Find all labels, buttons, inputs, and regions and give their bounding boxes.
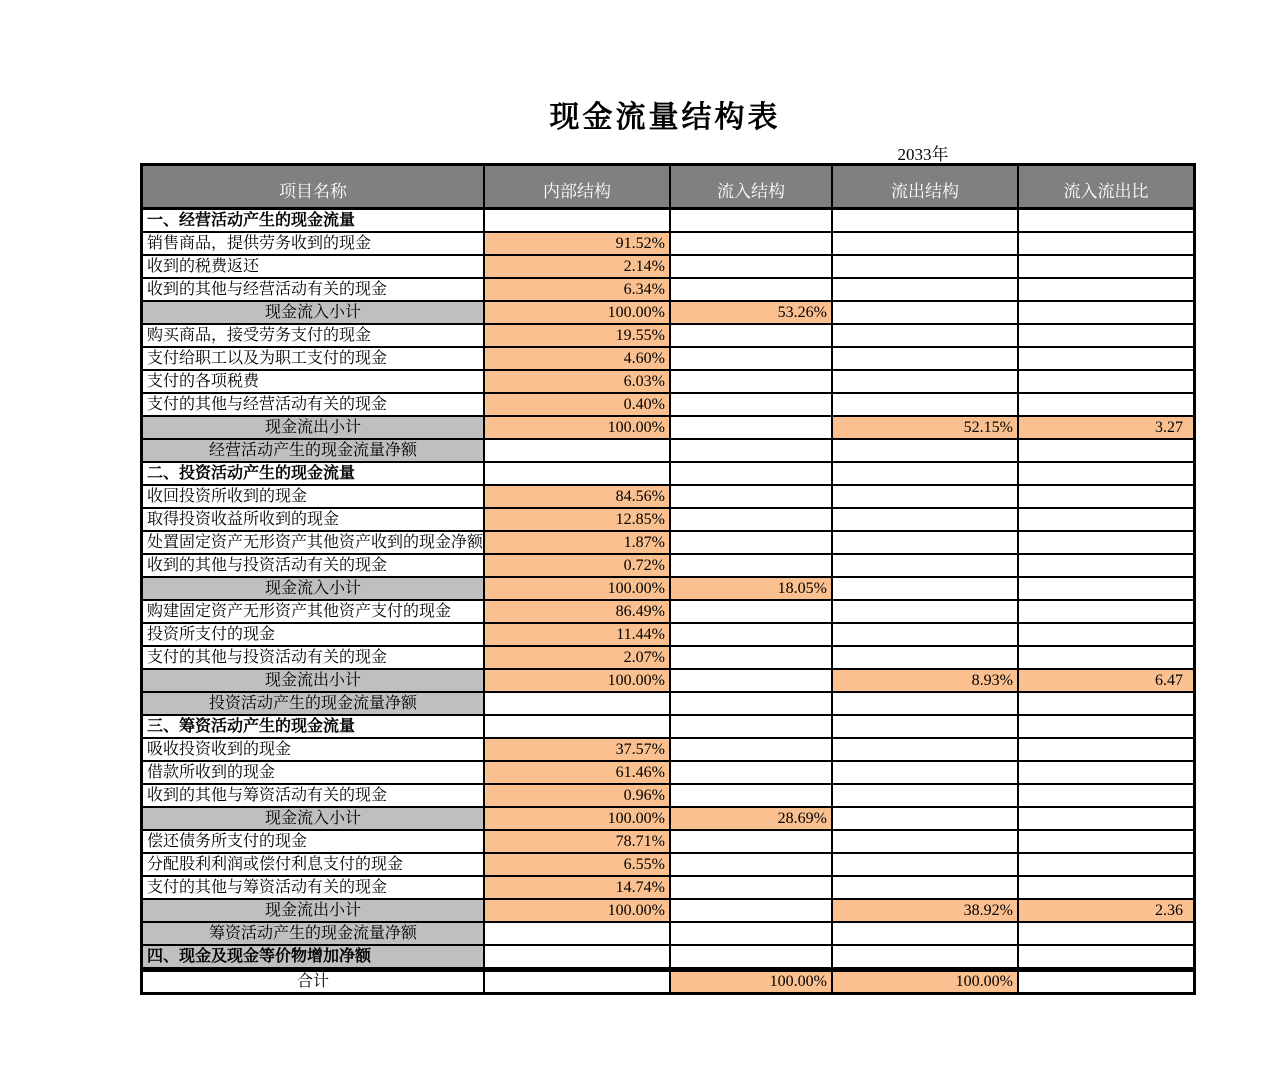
- inflow-structure-cell: [671, 394, 833, 415]
- inflow-structure-cell: [671, 877, 833, 898]
- internal-structure-cell: 91.52%: [485, 233, 671, 254]
- item-label-cell: 收到的其他与经营活动有关的现金: [143, 279, 485, 300]
- outflow-structure-cell: [833, 808, 1019, 829]
- inflow-structure-cell: [671, 348, 833, 369]
- outflow-structure-cell: [833, 785, 1019, 806]
- outflow-structure-cell: [833, 394, 1019, 415]
- outflow-structure-cell: [833, 854, 1019, 875]
- item-label-cell: 收到的其他与筹资活动有关的现金: [143, 785, 485, 806]
- item-label-cell: 销售商品，提供劳务收到的现金: [143, 233, 485, 254]
- table-row: [143, 417, 1193, 440]
- ratio-cell: [1019, 532, 1193, 553]
- internal-structure-cell: 0.72%: [485, 555, 671, 576]
- ratio-cell: [1019, 302, 1193, 323]
- outflow-structure-cell: [833, 302, 1019, 323]
- internal-structure-cell: 100.00%: [485, 670, 671, 691]
- column-header-outflow: 流出结构: [833, 166, 1019, 207]
- outflow-structure-cell: [833, 256, 1019, 277]
- outflow-structure-cell: 38.92%: [833, 900, 1019, 921]
- outflow-structure-cell: [833, 923, 1019, 944]
- item-label-cell: 支付给职工以及为职工支付的现金: [143, 348, 485, 369]
- column-header-inflow-outflow-ratio: 流入流出比: [1063, 182, 1149, 201]
- outflow-structure-cell: [833, 624, 1019, 645]
- outflow-structure-cell: [833, 509, 1019, 530]
- internal-structure-cell: [485, 693, 671, 714]
- table-row: [143, 578, 1193, 601]
- item-label-cell: 现金流出小计: [143, 417, 485, 438]
- outflow-structure-cell: [833, 601, 1019, 622]
- table-row: [143, 693, 1193, 716]
- inflow-structure-cell: 28.69%: [671, 808, 833, 829]
- outflow-structure-cell: [833, 348, 1019, 369]
- table-row: [143, 969, 1193, 992]
- outflow-structure-cell: [833, 877, 1019, 898]
- outflow-structure-cell: [833, 325, 1019, 346]
- inflow-structure-cell: 18.05%: [671, 578, 833, 599]
- ratio-cell: [1019, 210, 1193, 231]
- item-label-cell: 二、投资活动产生的现金流量: [143, 463, 485, 484]
- internal-structure-cell: 4.60%: [485, 348, 671, 369]
- table-row: [143, 808, 1193, 831]
- table-row: [143, 900, 1193, 923]
- inflow-structure-cell: [671, 854, 833, 875]
- ratio-cell: [1019, 348, 1193, 369]
- inflow-structure-cell: [671, 923, 833, 944]
- item-label-cell: 收到的税费返还: [143, 256, 485, 277]
- ratio-cell: [1019, 923, 1193, 944]
- ratio-cell: [1019, 601, 1193, 622]
- internal-structure-cell: 84.56%: [485, 486, 671, 507]
- internal-structure-cell: 11.44%: [485, 624, 671, 645]
- inflow-structure-cell: [671, 325, 833, 346]
- internal-structure-cell: 14.74%: [485, 877, 671, 898]
- inflow-structure-cell: [671, 509, 833, 530]
- inflow-structure-cell: [671, 440, 833, 461]
- table-header-row: [143, 166, 1193, 210]
- inflow-structure-cell: [671, 279, 833, 300]
- item-label-cell: 吸收投资收到的现金: [143, 739, 485, 760]
- table-row: [143, 739, 1193, 762]
- table-row: [143, 302, 1193, 325]
- table-row: [143, 831, 1193, 854]
- internal-structure-cell: 100.00%: [485, 808, 671, 829]
- outflow-structure-cell: 100.00%: [833, 972, 1019, 992]
- inflow-structure-cell: [671, 831, 833, 852]
- inflow-structure-cell: [671, 762, 833, 783]
- internal-structure-cell: 0.96%: [485, 785, 671, 806]
- internal-structure-cell: 12.85%: [485, 509, 671, 530]
- internal-structure-cell: [485, 923, 671, 944]
- inflow-structure-cell: [671, 785, 833, 806]
- column-header-internal: 内部结构: [485, 166, 671, 207]
- item-label-cell: 支付的其他与经营活动有关的现金: [143, 394, 485, 415]
- table-row: [143, 509, 1193, 532]
- item-label-cell: 四、现金及现金等价物增加净额: [143, 946, 485, 967]
- internal-structure-cell: [485, 440, 671, 461]
- table-row: [143, 279, 1193, 302]
- inflow-structure-cell: [671, 716, 833, 737]
- ratio-cell: [1019, 808, 1193, 829]
- internal-structure-cell: [485, 210, 671, 231]
- table-row: [143, 854, 1193, 877]
- ratio-cell: [1019, 972, 1193, 992]
- outflow-structure-cell: [833, 233, 1019, 254]
- item-label-cell: 投资所支付的现金: [143, 624, 485, 645]
- table-row: [143, 440, 1193, 463]
- table-row: [143, 555, 1193, 578]
- table-row: [143, 394, 1193, 417]
- inflow-structure-cell: [671, 463, 833, 484]
- item-label-cell: 一、经营活动产生的现金流量: [143, 210, 485, 231]
- ratio-cell: [1019, 716, 1193, 737]
- item-label-cell: 现金流入小计: [143, 578, 485, 599]
- table-row: [143, 601, 1193, 624]
- table-row: [143, 785, 1193, 808]
- ratio-cell: [1019, 785, 1193, 806]
- inflow-structure-cell: [671, 601, 833, 622]
- item-label-cell: 收回投资所收到的现金: [143, 486, 485, 507]
- ratio-cell: [1019, 256, 1193, 277]
- internal-structure-cell: 37.57%: [485, 739, 671, 760]
- table-row: [143, 762, 1193, 785]
- outflow-structure-cell: [833, 693, 1019, 714]
- ratio-cell: [1019, 624, 1193, 645]
- internal-structure-cell: 100.00%: [485, 900, 671, 921]
- internal-structure-cell: 6.34%: [485, 279, 671, 300]
- ratio-cell: [1019, 578, 1193, 599]
- table-row: [143, 877, 1193, 900]
- internal-structure-cell: [485, 946, 671, 967]
- table-row: [143, 923, 1193, 946]
- ratio-cell: 3.27: [1019, 417, 1193, 438]
- item-label-cell: 偿还债务所支付的现金: [143, 831, 485, 852]
- inflow-structure-cell: [671, 371, 833, 392]
- internal-structure-cell: 19.55%: [485, 325, 671, 346]
- table-row: [143, 371, 1193, 394]
- internal-structure-cell: 100.00%: [485, 417, 671, 438]
- ratio-cell: [1019, 371, 1193, 392]
- column-header-inflow: 流入结构: [671, 166, 833, 207]
- ratio-cell: [1019, 463, 1193, 484]
- table-row: [143, 946, 1193, 969]
- outflow-structure-cell: [833, 831, 1019, 852]
- inflow-structure-cell: [671, 946, 833, 967]
- table-row: [143, 486, 1193, 509]
- inflow-structure-cell: [671, 486, 833, 507]
- item-label-cell: 现金流入小计: [143, 808, 485, 829]
- cash-flow-structure-table: [140, 163, 1196, 995]
- ratio-cell: [1019, 854, 1193, 875]
- table-row: [143, 233, 1193, 256]
- table-row: [143, 463, 1193, 486]
- ratio-cell: [1019, 831, 1193, 852]
- item-label-cell: 处置固定资产无形资产其他资产收到的现金净额: [143, 532, 485, 553]
- outflow-structure-cell: [833, 486, 1019, 507]
- inflow-structure-cell: [671, 624, 833, 645]
- outflow-structure-cell: 8.93%: [833, 670, 1019, 691]
- internal-structure-cell: [485, 463, 671, 484]
- table-row: [143, 532, 1193, 555]
- year-label: 2033年: [897, 145, 949, 164]
- item-label-cell: 三、筹资活动产生的现金流量: [143, 716, 485, 737]
- item-label-cell: 筹资活动产生的现金流量净额: [143, 923, 485, 944]
- ratio-cell: [1019, 279, 1193, 300]
- outflow-structure-cell: 52.15%: [833, 417, 1019, 438]
- inflow-structure-cell: [671, 647, 833, 668]
- outflow-structure-cell: [833, 555, 1019, 576]
- ratio-cell: 2.36: [1019, 900, 1193, 921]
- outflow-structure-cell: [833, 532, 1019, 553]
- outflow-structure-cell: [833, 578, 1019, 599]
- internal-structure-cell: [485, 972, 671, 992]
- item-label-cell: 分配股利利润或偿付利息支付的现金: [143, 854, 485, 875]
- item-label-cell: 现金流出小计: [143, 900, 485, 921]
- internal-structure-cell: 2.07%: [485, 647, 671, 668]
- internal-structure-cell: 1.87%: [485, 532, 671, 553]
- table-row: [143, 670, 1193, 693]
- item-label-cell: 合计: [143, 972, 485, 992]
- outflow-structure-cell: [833, 739, 1019, 760]
- outflow-structure-cell: [833, 371, 1019, 392]
- ratio-cell: [1019, 693, 1193, 714]
- ratio-cell: [1019, 509, 1193, 530]
- item-label-cell: 经营活动产生的现金流量净额: [143, 440, 485, 461]
- table-row: [143, 210, 1193, 233]
- table-body: [143, 210, 1193, 992]
- inflow-structure-cell: [671, 739, 833, 760]
- inflow-structure-cell: [671, 256, 833, 277]
- outflow-structure-cell: [833, 210, 1019, 231]
- inflow-structure-cell: [671, 670, 833, 691]
- outflow-structure-cell: [833, 716, 1019, 737]
- ratio-cell: [1019, 394, 1193, 415]
- inflow-structure-cell: 53.26%: [671, 302, 833, 323]
- inflow-structure-cell: [671, 555, 833, 576]
- internal-structure-cell: 61.46%: [485, 762, 671, 783]
- outflow-structure-cell: [833, 463, 1019, 484]
- internal-structure-cell: 2.14%: [485, 256, 671, 277]
- outflow-structure-cell: [833, 762, 1019, 783]
- item-label-cell: 现金流出小计: [143, 670, 485, 691]
- item-label-cell: 投资活动产生的现金流量净额: [143, 693, 485, 714]
- inflow-structure-cell: [671, 900, 833, 921]
- item-label-cell: 现金流入小计: [143, 302, 485, 323]
- ratio-cell: [1019, 325, 1193, 346]
- internal-structure-cell: 86.49%: [485, 601, 671, 622]
- ratio-cell: [1019, 555, 1193, 576]
- ratio-cell: [1019, 762, 1193, 783]
- internal-structure-cell: 6.55%: [485, 854, 671, 875]
- internal-structure-cell: 6.03%: [485, 371, 671, 392]
- table-row: [143, 716, 1193, 739]
- internal-structure-cell: 0.40%: [485, 394, 671, 415]
- item-label-cell: 取得投资收益所收到的现金: [143, 509, 485, 530]
- ratio-cell: [1019, 877, 1193, 898]
- ratio-cell: [1019, 233, 1193, 254]
- inflow-structure-cell: 100.00%: [671, 972, 833, 992]
- column-header-item-name: 项目名称: [143, 166, 485, 207]
- inflow-structure-cell: [671, 417, 833, 438]
- page-title: 现金流量结构表: [549, 101, 781, 134]
- outflow-structure-cell: [833, 440, 1019, 461]
- item-label-cell: 购建固定资产无形资产其他资产支付的现金: [143, 601, 485, 622]
- item-label-cell: 支付的各项税费: [143, 371, 485, 392]
- table-row: [143, 325, 1193, 348]
- table-row: [143, 348, 1193, 371]
- item-label-cell: 借款所收到的现金: [143, 762, 485, 783]
- inflow-structure-cell: [671, 693, 833, 714]
- outflow-structure-cell: [833, 279, 1019, 300]
- item-label-cell: 支付的其他与投资活动有关的现金: [143, 647, 485, 668]
- ratio-cell: 6.47: [1019, 670, 1193, 691]
- internal-structure-cell: 100.00%: [485, 578, 671, 599]
- internal-structure-cell: 78.71%: [485, 831, 671, 852]
- ratio-cell: [1019, 739, 1193, 760]
- ratio-cell: [1019, 647, 1193, 668]
- item-label-cell: 支付的其他与筹资活动有关的现金: [143, 877, 485, 898]
- inflow-structure-cell: [671, 233, 833, 254]
- internal-structure-cell: [485, 716, 671, 737]
- inflow-structure-cell: [671, 532, 833, 553]
- outflow-structure-cell: [833, 647, 1019, 668]
- internal-structure-cell: 100.00%: [485, 302, 671, 323]
- table-row: [143, 647, 1193, 670]
- item-label-cell: 购买商品，接受劳务支付的现金: [143, 325, 485, 346]
- item-label-cell: 收到的其他与投资活动有关的现金: [143, 555, 485, 576]
- ratio-cell: [1019, 946, 1193, 967]
- inflow-structure-cell: [671, 210, 833, 231]
- outflow-structure-cell: [833, 946, 1019, 967]
- ratio-cell: [1019, 440, 1193, 461]
- table-row: [143, 256, 1193, 279]
- table-row: [143, 624, 1193, 647]
- ratio-cell: [1019, 486, 1193, 507]
